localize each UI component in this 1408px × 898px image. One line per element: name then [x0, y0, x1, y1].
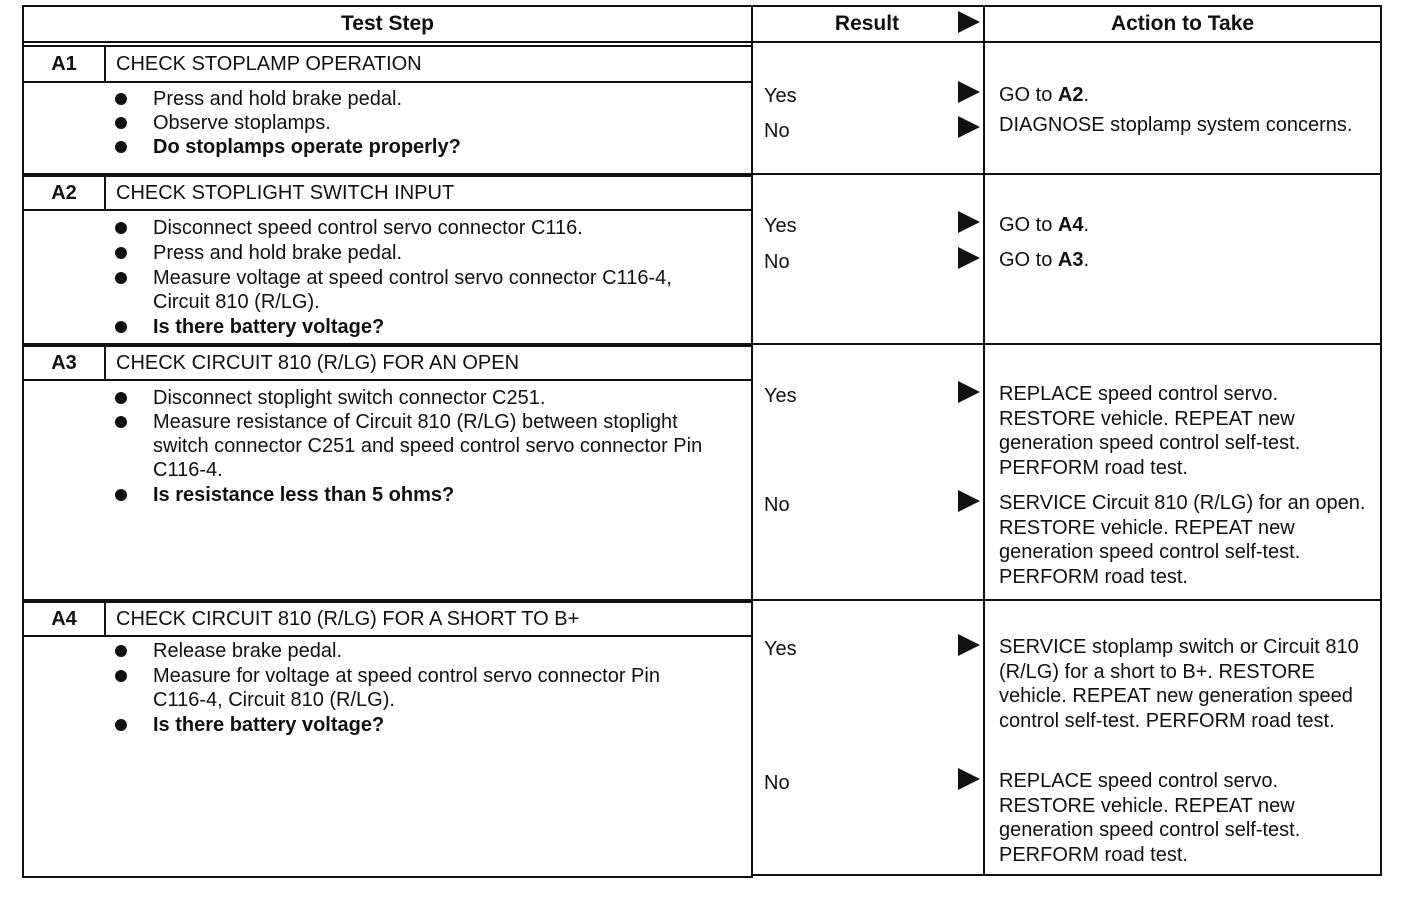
- header-test-step: Test Step: [22, 5, 753, 43]
- bullet-icon: [115, 117, 127, 129]
- step-a3-id: A3: [22, 345, 106, 381]
- arrow-icon: [958, 490, 980, 512]
- step-a1-action-frame: [983, 41, 1382, 175]
- step-a1-action-yes: GO to A2.: [999, 84, 1090, 106]
- step-a3-result-no: No: [764, 494, 790, 516]
- step-a1-bullet: Observe stoplamps.: [153, 111, 331, 135]
- step-a3-result-yes: Yes: [764, 385, 797, 407]
- bullet-icon: [115, 392, 127, 404]
- step-a2-id: A2: [22, 175, 106, 211]
- step-a4-bullet: Measure for voltage at speed control servo connector Pin C116-4, Circuit 810 (R/LG).: [153, 664, 673, 712]
- step-a1-result-no: No: [764, 120, 790, 142]
- arrow-icon: [958, 381, 980, 403]
- step-a3-action-yes: REPLACE speed control servo. RESTORE vehicle. REPEAT new generation speed control self-test. PERFORM road test.: [999, 383, 1301, 479]
- arrow-icon: [958, 211, 980, 233]
- step-a1-id: A1: [22, 45, 106, 83]
- step-a3-bullet: Measure resistance of Circuit 810 (R/LG) between stoplight switch connector C251 and speed control servo connector Pin C116-4.: [153, 410, 718, 482]
- bullet-icon: [115, 321, 127, 333]
- step-a3-action-no: SERVICE Circuit 810 (R/LG) for an open. RESTORE vehicle. REPEAT new generation speed control self-test. PERFORM road test.: [999, 492, 1366, 588]
- step-a1-bullet: Press and hold brake pedal.: [153, 87, 402, 111]
- step-a4-action-no: REPLACE speed control servo. RESTORE vehicle. REPEAT new generation speed control self-test. PERFORM road test.: [999, 770, 1301, 866]
- step-a4-result-yes: Yes: [764, 638, 797, 660]
- step-a2-bullet: Press and hold brake pedal.: [153, 241, 402, 265]
- bullet-icon: [115, 222, 127, 234]
- step-a4-result-no: No: [764, 772, 790, 794]
- step-a3-question: Is resistance less than 5 ohms?: [153, 483, 454, 507]
- step-a1-question: Do stoplamps operate properly?: [153, 135, 461, 159]
- arrow-icon: [958, 634, 980, 656]
- step-a2-question: Is there battery voltage?: [153, 315, 384, 339]
- step-a1-title: CHECK STOPLAMP OPERATION: [104, 45, 753, 83]
- step-a1-action-no: DIAGNOSE stoplamp system concerns.: [999, 114, 1353, 136]
- step-a4-bullet: Release brake pedal.: [153, 639, 342, 663]
- bullet-icon: [115, 247, 127, 259]
- step-a3-title: CHECK CIRCUIT 810 (R/LG) FOR AN OPEN: [104, 345, 753, 381]
- step-a2-bullet: Disconnect speed control servo connector C116.: [153, 216, 583, 240]
- step-a1-result-yes: Yes: [764, 85, 797, 107]
- bullet-icon: [115, 719, 127, 731]
- step-a2-bullet: Measure voltage at speed control servo connector C116-4, Circuit 810 (R/LG).: [153, 266, 713, 314]
- step-a3-result-frame: [751, 343, 985, 601]
- step-a3-bullet: Disconnect stoplight switch connector C251.: [153, 386, 545, 410]
- arrow-icon: [958, 768, 980, 790]
- step-a4-frame: [22, 599, 753, 878]
- arrow-icon: [958, 116, 980, 138]
- step-a2-result-yes: Yes: [764, 215, 797, 237]
- header-arrow-icon: [958, 11, 980, 33]
- bullet-icon: [115, 670, 127, 682]
- bullet-icon: [115, 141, 127, 153]
- bullet-icon: [115, 416, 127, 428]
- step-a4-action-yes: SERVICE stoplamp switch or Circuit 810 (R/LG) for a short to B+. RESTORE vehicle. REPEAT new generation speed control self-test. PERFORM road test.: [999, 636, 1359, 732]
- arrow-icon: [958, 247, 980, 269]
- bullet-icon: [115, 93, 127, 105]
- step-a2-action-no: GO to A3.: [999, 249, 1090, 271]
- step-a4-id: A4: [22, 601, 106, 637]
- step-a2-action-yes: GO to A4.: [999, 214, 1090, 236]
- bullet-icon: [115, 645, 127, 657]
- header-result: Result: [751, 5, 985, 43]
- bullet-icon: [115, 489, 127, 501]
- step-a1-result-frame: [751, 41, 985, 175]
- step-a2-result-no: No: [764, 251, 790, 273]
- arrow-icon: [958, 81, 980, 103]
- header-action: Action to Take: [983, 5, 1382, 43]
- step-a2-title: CHECK STOPLIGHT SWITCH INPUT: [104, 175, 753, 211]
- bullet-icon: [115, 272, 127, 284]
- step-a4-question: Is there battery voltage?: [153, 713, 384, 737]
- step-a4-title: CHECK CIRCUIT 810 (R/LG) FOR A SHORT TO B+: [104, 601, 753, 637]
